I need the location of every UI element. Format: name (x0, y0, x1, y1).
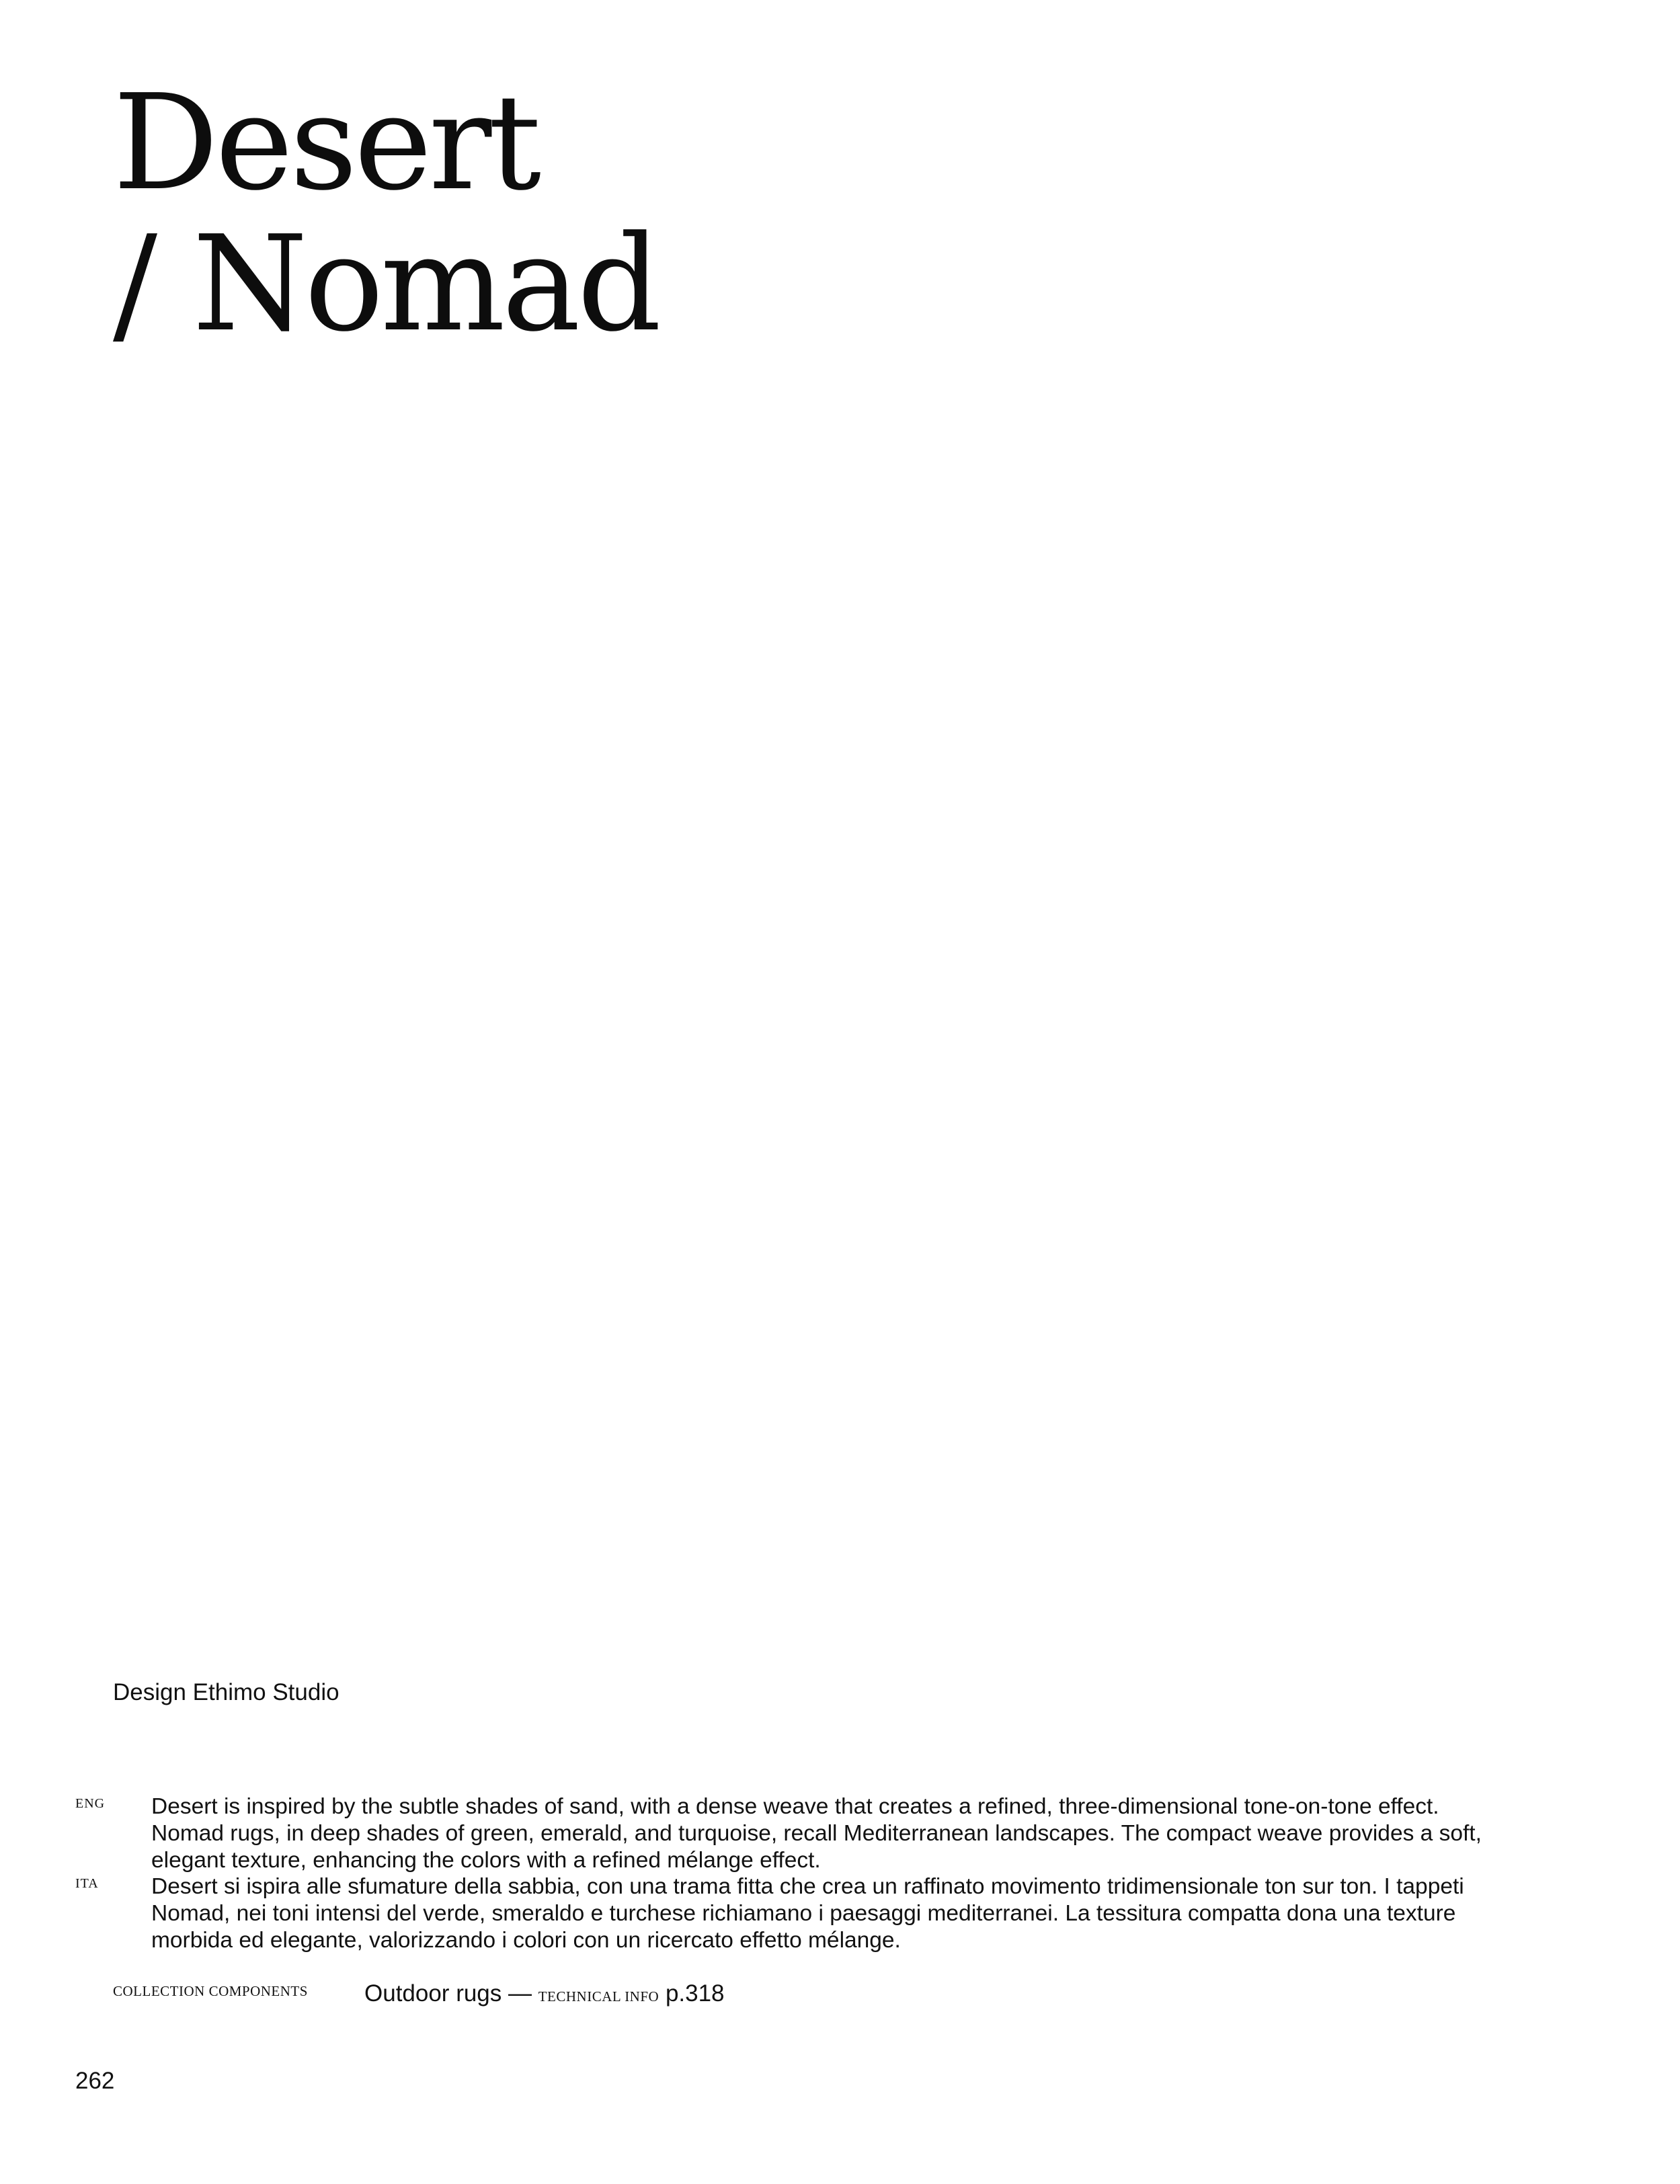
description-line: Desert si ispira alle sfumature della sabbia, con una trama fitta che crea un raffinato movimento tridimensionale ton sur ton. I tappeti (151, 1874, 1464, 1899)
page-title (113, 67, 659, 361)
description-line: Nomad rugs, in deep shades of green, emerald, and turquoise, recall Mediterranean landscapes. The compact weave provides a soft, (151, 1821, 1482, 1846)
description-line: Nomad, nei toni intensi del verde, smeraldo e turchese richiamano i paesaggi mediterranei. La tessitura compatta dona una texture (151, 1901, 1456, 1926)
description-line: morbida ed elegante, valorizzando i colori con un ricercato effetto mélange. (151, 1928, 901, 1953)
page-number: 262 (75, 2068, 115, 2094)
description-english (151, 1793, 1583, 1874)
component-item: Outdoor rugs — (364, 1980, 532, 2007)
design-credit: Design Ethimo Studio (113, 1679, 339, 1705)
title-line-nomad: / Nomad (113, 208, 659, 361)
technical-info-label: TECHNICAL INFO (538, 1988, 659, 2005)
lang-tag-eng: ENG (75, 1796, 106, 1811)
description-line: elegant texture, enhancing the colors with a refined mélange effect. (151, 1848, 821, 1873)
collection-components-label: COLLECTION COMPONENTS (113, 1983, 308, 1999)
lang-tag-ita: ITA (75, 1876, 99, 1891)
technical-info-page-ref: p.318 (665, 1980, 725, 2007)
description-italian (151, 1873, 1583, 1954)
title-line-desert: Desert (113, 67, 538, 220)
collection-components-value (364, 1979, 725, 2011)
description-line: Desert is inspired by the subtle shades of sand, with a dense weave that creates a refined, three-dimensional tone-on-tone effect. (151, 1794, 1439, 1819)
